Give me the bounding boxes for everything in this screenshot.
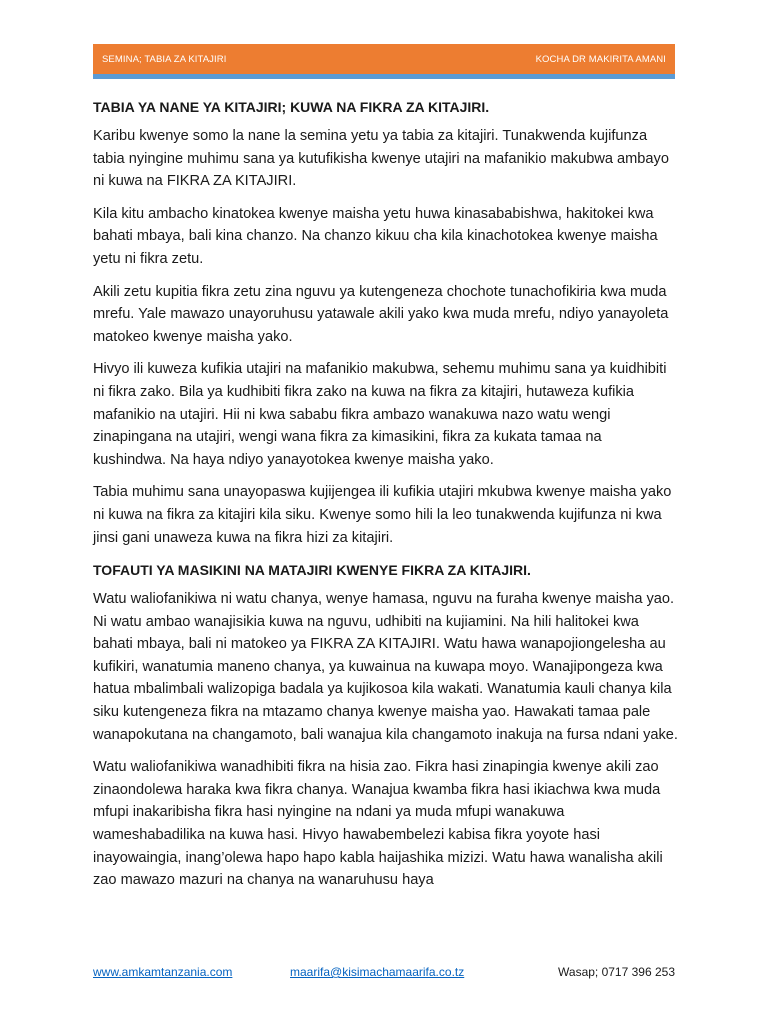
paragraph: Akili zetu kupitia fikra zetu zina nguvu ya kutengeneza chochote tunachofikiria kwa muda mrefu. Yale mawazo unayoruhusu yatawale akili yako kwa muda mrefu, ndiyo yanayoleta matokeo kwenye maisha yako. — [93, 283, 669, 345]
paragraph: Kila kitu ambacho kinatokea kwenye maisha yetu huwa kinasababishwa, hakitokei kwa bahati mbaya, bali kina chanzo. Na chanzo kikuu cha kila kinachotokea kwenye maisha yetu ni fikra zetu. — [93, 205, 658, 267]
phone-number: Wasap; 0717 396 253 — [558, 965, 675, 979]
section-heading-1: TABIA YA NANE YA KITAJIRI; KUWA NA FIKRA ZA KITAJIRI. — [93, 99, 490, 115]
document-body — [93, 96, 678, 902]
paragraph: Watu waliofanikiwa wanadhibiti fikra na hisia zao. Fikra hasi zinapingia kwenye akili zao zinaondolewa haraka kwa fikra chanya. Wanajua kwamba fikra hasi ikiachwa kwa muda mfupi inakaribisha fikra hasi nyingine na ndani ya muda mfupi wanakuwa wameshabadilika na kuwa hasi. Hivyo hawabembelezi kabisa fikra yoyote hasi inayowaingia, inang’olewa hapo hapo kabla haijashika mizizi. Watu hawa wanalisha akili zao mawazo mazuri na chanya na wanaruhusu haya — [93, 759, 663, 889]
section-heading-2: TOFAUTI YA MASIKINI NA MATAJIRI KWENYE FIKRA ZA KITAJIRI. — [93, 562, 531, 579]
paragraph: Watu waliofanikiwa ni watu chanya, wenye hamasa, nguvu na furaha kwenye maisha yao. Ni watu ambao wanajisikia kuwa na nguvu, udhibiti na kujiamini. Na hili halitokei kwa bahati mbaya, bali ni matokeo ya FIKRA ZA KITAJIRI. Watu hawa wanapojiongelesha au kufikiri, wanatumia maneno chanya, ya kuwainua na kuwapa moyo. Wanajipongeza kwa hatua mbalimbali walizopiga badala ya kujikosoa kila wakati. Wanatumia kauli chanya kila siku kutengeneza fikra na mtazamo chanya kwenye maisha yao. Hawakati tamaa pale wanapokutana na changamoto, bali wanajua kila changamoto inakuja na fursa ndani yake. — [93, 591, 678, 743]
paragraph: Karibu kwenye somo la nane la semina yetu ya tabia za kitajiri. Tunakwenda kujifunza tabia nyingine muhimu sana ya kutufikisha kwenye utajiri na mafanikio makubwa ambayo ni kuwa na FIKRA ZA KITAJIRI. — [93, 128, 669, 190]
header-divider — [93, 74, 675, 79]
page-footer — [93, 962, 675, 982]
header-document-title: SEMINA; TABIA ZA KITAJIRI — [102, 53, 227, 65]
email-link[interactable]: maarifa@kisimachamaarifa.co.tz — [290, 965, 465, 979]
page-header — [93, 44, 675, 74]
paragraph: Hivyo ili kuweza kufikia utajiri na mafanikio makubwa, sehemu muhimu sana ya kuidhibiti ni fikra zako. Bila ya kudhibiti fikra zako na kuwa na fikra za kitajiri, hutaweza kufikia mafanikio na utajiri. Hii ni kwa sababu fikra ambazo wanakuwa nazo watu wengi zinapingana na utajiri, wengi wana fikra za kimasikini, fikra za kukata tamaa na kushindwa. Na haya ndiyo yanayotokea kwenye maisha yako. — [93, 361, 667, 468]
header-author: KOCHA DR MAKIRITA AMANI — [535, 53, 666, 65]
website-link[interactable]: www.amkamtanzania.com — [93, 965, 233, 979]
paragraph: Tabia muhimu sana unayopaswa kujijengea ili kufikia utajiri mkubwa kwenye maisha yako ni kuwa na fikra za kitajiri kila siku. Kwenye somo hili la leo tunakwenda kujifunza ni kwa jinsi gani unaweza kuwa na fikra hizi za kitajiri. — [93, 484, 672, 546]
